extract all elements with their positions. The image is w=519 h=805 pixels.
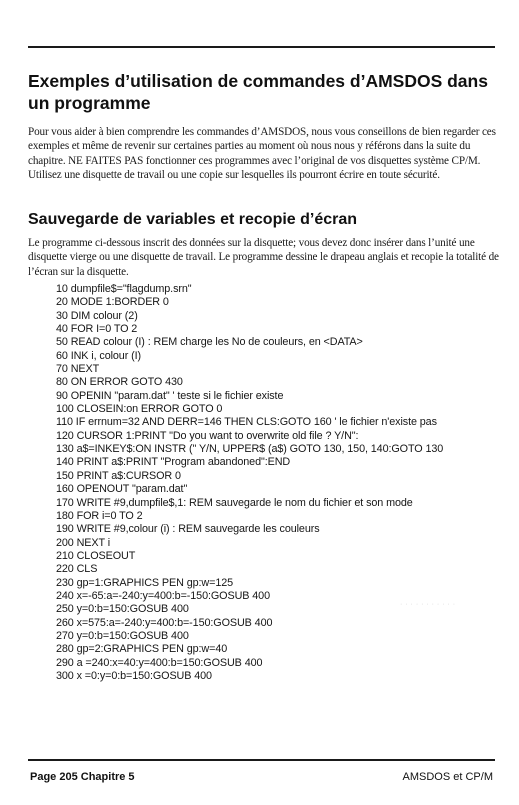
- code-line: 30 DIM colour (2): [56, 309, 138, 322]
- code-line: 220 CLS: [56, 563, 98, 576]
- bottom-rule: [28, 759, 495, 761]
- code-line: 60 INK i, colour (I): [56, 349, 142, 362]
- code-line: 120 CURSOR 1:PRINT "Do you want to overwrite old file ? Y/N":: [56, 429, 359, 442]
- footer-page-label: Page 205 Chapitre 5: [30, 771, 135, 783]
- code-line: 40 FOR I=0 TO 2: [56, 323, 138, 336]
- code-line: 10 dumpfile$="flagdump.srn": [56, 283, 192, 295]
- basic-code-listing: [56, 283, 506, 683]
- code-line: 250 y=0:b=150:GOSUB 400: [56, 603, 189, 616]
- code-line: 180 FOR i=0 TO 2: [56, 509, 143, 522]
- code-line: 200 NEXT i: [56, 536, 111, 549]
- code-line: 140 PRINT a$:PRINT "Program abandoned":END: [56, 456, 291, 469]
- code-line: 100 CLOSEIN:on ERROR GOTO 0: [56, 403, 223, 416]
- code-line: 210 CLOSEOUT: [56, 549, 136, 562]
- code-line: 80 ON ERROR GOTO 430: [56, 376, 183, 389]
- section-title: Exemples d’utilisation de commandes d’AMSDOS dans un programme: [28, 71, 488, 113]
- top-rule: [28, 46, 495, 48]
- code-line: 270 y=0:b=150:GOSUB 400: [56, 629, 189, 642]
- subsection-title: Sauvegarde de variables et recopie d’écran: [28, 211, 358, 228]
- code-line: 260 x=575:a=-240:y=400:b=-150:GOSUB 400: [56, 616, 273, 629]
- code-line: 20 MODE 1:BORDER 0: [56, 296, 169, 309]
- code-line: 110 IF errnum=32 AND DERR=146 THEN CLS:GOTO 160 ' le fichier n'existe pas: [56, 416, 437, 429]
- code-line: 240 x=-65:a=-240:y=400:b=-150:GOSUB 400: [56, 589, 270, 602]
- intro-paragraph: Pour vous aider à bien comprendre les commandes d’AMSDOS, nous vous conseillons de bien regarder ces exemples et même de revenir sur certaines parties au moment où nous nous y référons dans la suite du chapitre. NE FAITES PAS fonctionner ces programmes avec l’original de vos disquettes système CP/M. Utilisez une disquette de travail ou une copie sur lesquelles ils pourront écrire en toute sécurité.: [28, 126, 496, 182]
- subsection-paragraph: Le programme ci-dessous inscrit des données sur la disquette; vous devez donc insérer dans l’unité une disquette vierge ou une disquette de travail. Le programme dessine le drapeau anglais et recopie la totalité de l’écran sur la disquette.: [28, 237, 499, 278]
- code-line: 160 OPENOUT "param.dat": [56, 483, 188, 496]
- code-line: 70 NEXT: [56, 363, 100, 376]
- code-line: 170 WRITE #9,dumpfile$,1: REM sauvegarde le nom du fichier et son mode: [56, 496, 413, 509]
- code-line: 50 READ colour (I) : REM charge les No de couleurs, en <DATA>: [56, 336, 363, 349]
- code-line: 150 PRINT a$:CURSOR 0: [56, 469, 181, 482]
- code-line: 90 OPENIN "param.dat" ' teste si le fichier existe: [56, 389, 284, 402]
- code-line: 230 gp=1:GRAPHICS PEN gp:w=125: [56, 576, 234, 589]
- code-line: 290 a =240:x=40:y=400:b=150:GOSUB 400: [56, 656, 263, 669]
- faint-stamp-mark: · · · · · · · · · · ·: [400, 601, 456, 608]
- footer-book-title: AMSDOS et CP/M: [402, 771, 493, 783]
- code-line: 300 x =0:y=0:b=150:GOSUB 400: [56, 669, 212, 682]
- code-line: 280 gp=2:GRAPHICS PEN gp:w=40: [56, 643, 228, 656]
- code-line: 130 a$=INKEY$:ON INSTR (" Y/N, UPPER$ (a$) GOTO 130, 150, 140:GOTO 130: [56, 443, 444, 456]
- code-line: 190 WRITE #9,colour (i) : REM sauvegarde les couleurs: [56, 523, 320, 536]
